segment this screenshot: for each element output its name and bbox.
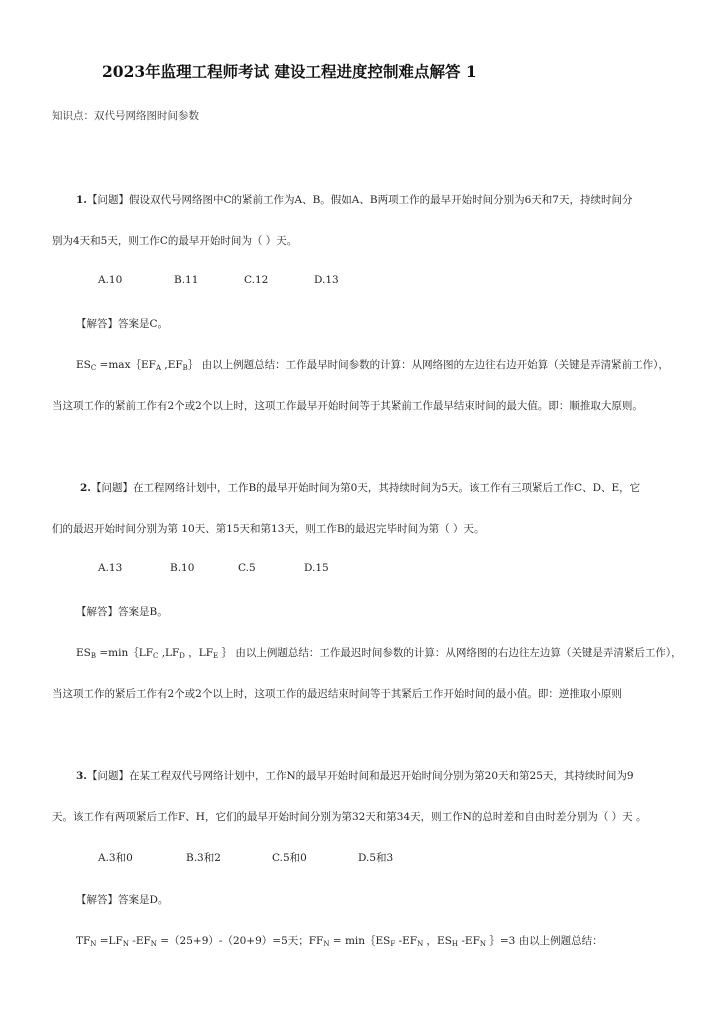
q1-answer: 【解答】答案是C。 <box>76 318 169 330</box>
q2-options <box>98 562 398 578</box>
q2-text-1: 【问题】在工程网络计划中，工作B的最早开始时间为第0天，其持续时间为5天。该工作有三项紧后工作C、D、E，它 <box>90 482 641 494</box>
q1-f-close: ｝ <box>187 359 199 371</box>
q3-f-eq2: = min｛ES <box>329 935 391 947</box>
q2-option-c: C.5 <box>238 562 256 574</box>
q3-f-m1: -EF <box>395 935 418 947</box>
q2-formula-line <box>76 645 682 660</box>
q3-f-tail: ｝=3 由以上例题总结： <box>486 935 603 947</box>
q1-number: 1. <box>76 194 87 206</box>
q1-option-c: C.12 <box>244 274 269 286</box>
q3-line2: 天。该工作有两项紧后工作F、H，它们的最早开始时间分别为第32天和第34天，则工作N的总时差和自由时差分别为（ ）天 。 <box>52 811 647 823</box>
q1-f-es-sub: C <box>90 364 97 372</box>
q3-f-efn1-sub: N <box>417 940 424 948</box>
q1-option-a: A.10 <box>98 274 123 286</box>
q2-f-mid2: ，LF <box>184 647 214 659</box>
q3-options <box>98 850 418 866</box>
q3-f-calc: =（25+9）-（20+9）=5天；FF <box>156 935 324 947</box>
q2-option-a: A.13 <box>98 562 123 574</box>
q2-f-lfe-sub: E <box>213 652 219 660</box>
q3-f-ff-sub: N <box>323 940 330 948</box>
q3-f-tf-sub: N <box>90 940 97 948</box>
q2-f-text: 由以上例题总结：工作最迟时间参数的计算：从网络图的右边往左边算（关键是弄清紧后工作）， <box>232 647 682 659</box>
q2-f-lfc-sub: C <box>153 652 159 660</box>
q1-formula-line <box>76 357 669 372</box>
q3-f-esf-sub: F <box>390 940 396 948</box>
q3-number: 3. <box>76 770 87 782</box>
q3-option-a: A.3和0 <box>98 852 133 864</box>
q2-line1 <box>80 480 640 495</box>
q1-line1 <box>76 192 632 207</box>
q1-f-mid: ,EF <box>161 359 183 371</box>
q3-f-esh-sub: H <box>451 940 459 948</box>
q1-explain: 当这项工作的紧前工作有2个或2个以上时，这项工作最早开始时间等于其紧前工作最早结束时间的最大值。即：顺推取大原则。 <box>52 400 643 412</box>
q3-answer: 【解答】答案是D。 <box>76 894 169 906</box>
q2-line2: 们的最迟开始时间分别为第 10天、第15天和第13天，则工作B的最迟完毕时间为第（ ）天。 <box>52 523 485 535</box>
q3-option-c: C.5和0 <box>272 852 307 864</box>
q3-option-b: B.3和2 <box>186 852 221 864</box>
q1-line2: 别为4天和5天，则工作C的最早开始时间为（ ）天。 <box>52 235 298 247</box>
q1-text-1: 【问题】假设双代号网络图中C的紧前工作为A、B。假如A、B两项工作的最早开始时间分别为6天和7天，持续时间分 <box>86 194 633 206</box>
q1-option-d: D.13 <box>314 274 339 286</box>
q2-f-lfd-sub: D <box>179 652 185 660</box>
q2-number: 2. <box>80 482 91 494</box>
q2-explain: 当这项工作的紧后工作有2个或2个以上时，这项工作的最迟结束时间等于其紧后工作开始时间的最小值。即：逆推取小原则 <box>52 688 622 700</box>
q3-f-minus: -EF <box>128 935 151 947</box>
q2-option-b: B.10 <box>170 562 195 574</box>
q2-answer: 【解答】答案是B。 <box>76 606 168 618</box>
q3-f-eq1: =LF <box>96 935 123 947</box>
q3-f-tf: TF <box>76 935 91 947</box>
q2-f-eq: =min｛LF <box>96 647 153 659</box>
q3-f-efn2-sub: N <box>479 940 486 948</box>
page-title: 2023年监理工程师考试 建设工程进度控制难点解答 1 <box>102 62 477 81</box>
q2-f-mid: ,LF <box>158 647 180 659</box>
q3-line1 <box>76 768 634 783</box>
q1-f-text: 由以上例题总结：工作最早时间参数的计算：从网络图的左边往右边开始算（关键是弄清紧前工作）， <box>198 359 669 371</box>
q1-option-b: B.11 <box>174 274 199 286</box>
q1-options <box>98 274 398 290</box>
q3-option-d: D.5和3 <box>358 852 394 864</box>
q1-f-eq: =max｛EF <box>96 359 156 371</box>
q2-f-close: ｝ <box>218 647 232 659</box>
q1-f-efb-sub: B <box>182 364 188 372</box>
q1-f-es: ES <box>76 359 91 371</box>
q3-text-1: 【问题】在某工程双代号网络计划中，工作N的最早开始时间和最迟开始时间分别为第20天和第25天，其持续时间为9 <box>86 770 634 782</box>
q3-formula-line <box>76 933 603 948</box>
q3-f-lf-sub: N <box>122 940 129 948</box>
q2-f-es-sub: B <box>90 652 97 660</box>
q2-f-es: ES <box>76 647 91 659</box>
knowledge-point: 知识点：双代号网络图时间参数 <box>52 110 199 122</box>
q3-f-m2: -EF <box>458 935 480 947</box>
q2-option-d: D.15 <box>304 562 329 574</box>
q3-f-ef-sub: N <box>150 940 157 948</box>
q1-f-efa-sub: A <box>155 364 162 372</box>
q3-f-sep: ，ES <box>423 935 452 947</box>
